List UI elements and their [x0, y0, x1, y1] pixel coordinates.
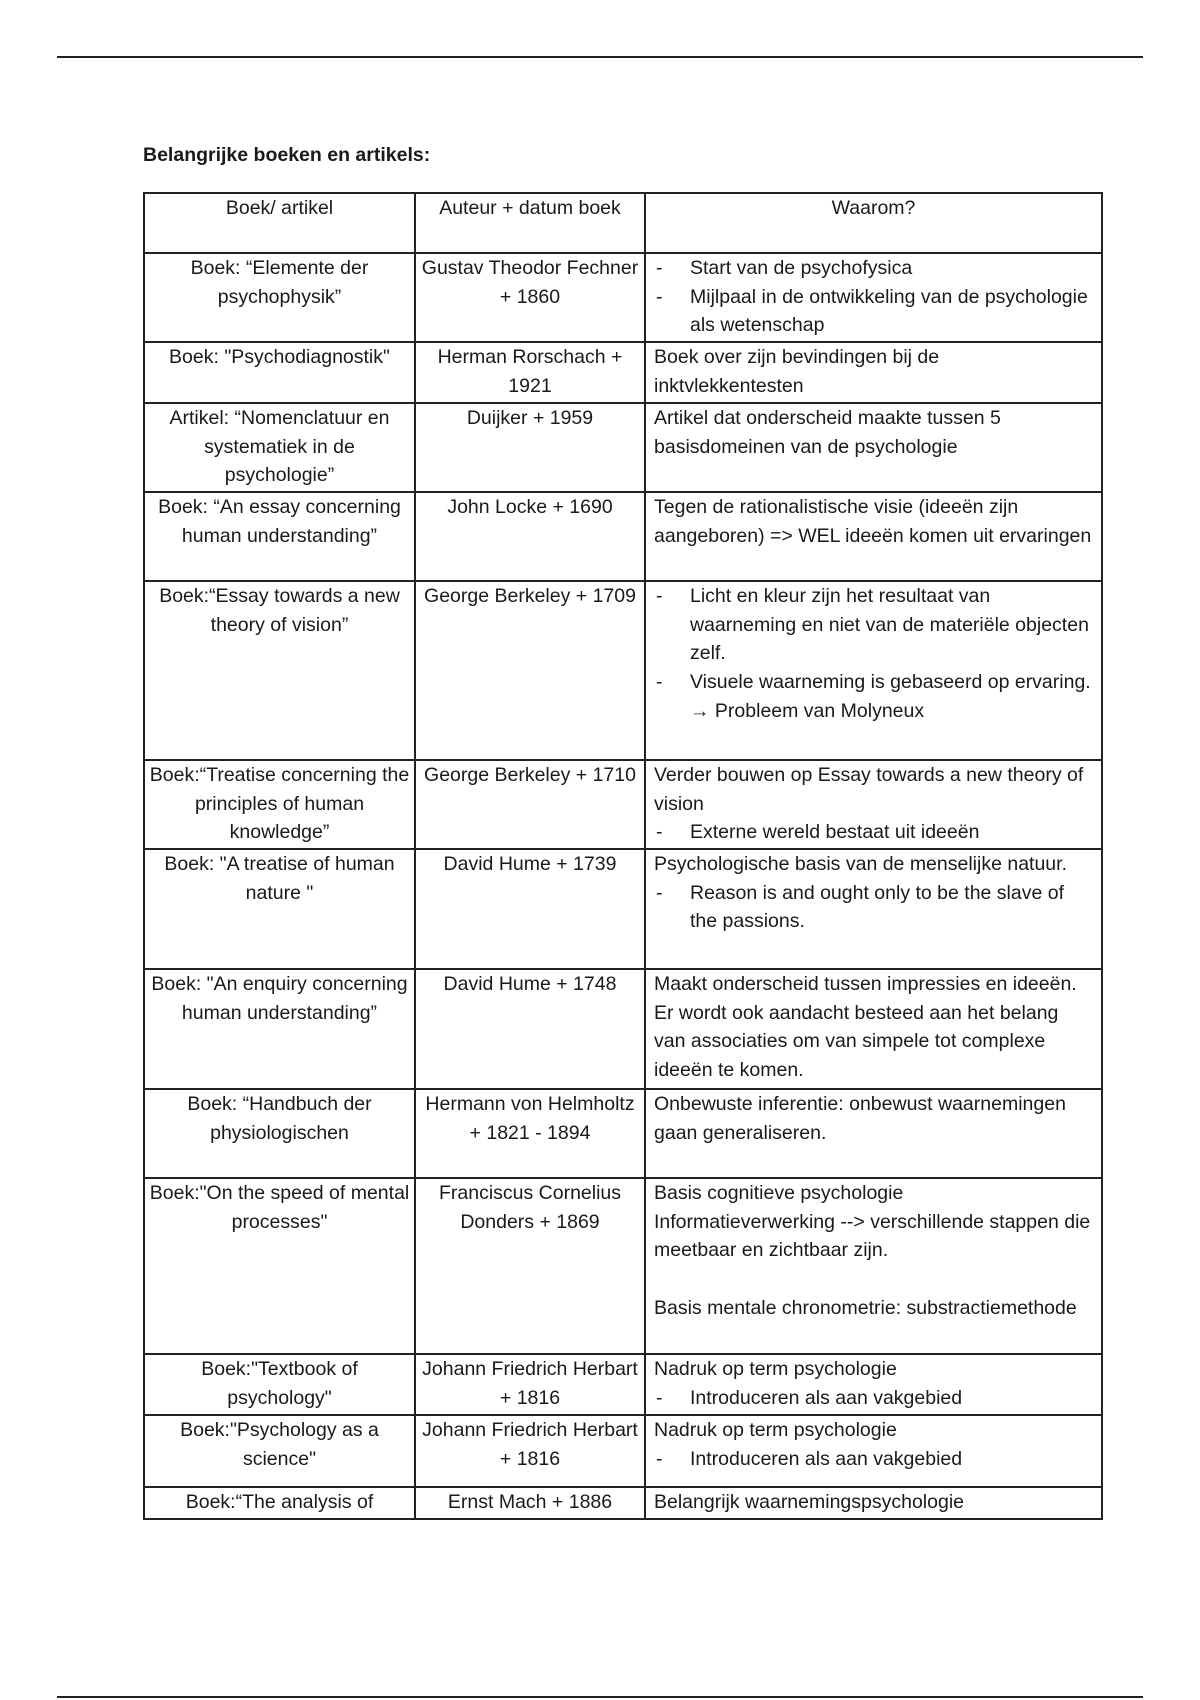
- header-why: Waarom?: [645, 193, 1102, 253]
- paragraph: Informatieverwerking --> verschillende stappen die meetbaar en zichtbaar zijn.: [654, 1210, 1091, 1262]
- paragraph: Basis mentale chronometrie: substractiemethode: [654, 1296, 1077, 1319]
- cell-work: Boek:“Essay towards a new theory of vision”: [144, 581, 415, 760]
- cell-author: Ernst Mach + 1886: [415, 1487, 645, 1519]
- cell-why: [645, 403, 1102, 492]
- cell-author: Johann Friedrich Herbart + 1816: [415, 1354, 645, 1415]
- cell-work: Boek: "An enquiry concerning human understanding”: [144, 969, 415, 1089]
- table-row: [144, 403, 1102, 492]
- cell-work: Boek:“Treatise concerning the principles of human knowledge”: [144, 760, 415, 849]
- cell-author: Duijker + 1959: [415, 403, 645, 492]
- cell-why: [645, 253, 1102, 342]
- cell-why: [645, 1089, 1102, 1178]
- table-row: [144, 253, 1102, 342]
- cell-author: George Berkeley + 1709: [415, 581, 645, 760]
- table-header-row: [144, 193, 1102, 253]
- cell-why: [645, 342, 1102, 403]
- table-row: [144, 492, 1102, 581]
- cell-work: Boek: "Psychodiagnostik": [144, 342, 415, 403]
- table-row: [144, 1415, 1102, 1487]
- arrow-item: → Probleem van Molyneux: [690, 699, 925, 722]
- footer-rule: [57, 1696, 1143, 1698]
- cell-work: Boek:"Psychology as a science": [144, 1415, 415, 1487]
- cell-work: Boek:“The analysis of: [144, 1487, 415, 1519]
- cell-author: Franciscus Cornelius Donders + 1869: [415, 1178, 645, 1354]
- cell-why: [645, 492, 1102, 581]
- table-row: [144, 1487, 1102, 1519]
- cell-author: Hermann von Helmholtz + 1821 - 1894: [415, 1089, 645, 1178]
- cell-author: Herman Rorschach + 1921: [415, 342, 645, 403]
- paragraph: Artikel dat onderscheid maakte tussen 5 basisdomeinen van de psychologie: [654, 407, 1001, 458]
- bullet-item: - Visuele waarneming is gebaseerd op ervaring.: [654, 668, 1093, 697]
- cell-work: Boek: “Handbuch der physiologischen: [144, 1089, 415, 1178]
- header-rule: [57, 56, 1143, 58]
- blank-line: [654, 1265, 1093, 1294]
- cell-author: David Hume + 1739: [415, 849, 645, 969]
- paragraph: Tegen de rationalistische visie (ideeën zijn aangeboren) => WEL ideeën komen uit ervaringen: [654, 496, 1092, 547]
- cell-why: [645, 1487, 1102, 1519]
- cell-why: [645, 969, 1102, 1089]
- books-table: [143, 192, 1103, 1520]
- cell-author: David Hume + 1748: [415, 969, 645, 1089]
- table-row: [144, 1178, 1102, 1354]
- table-row: [144, 1089, 1102, 1178]
- paragraph: Basis cognitieve psychologie: [654, 1182, 904, 1204]
- cell-work: Artikel: “Nomenclatuur en systematiek in de psychologie”: [144, 403, 415, 492]
- header-work: Boek/ artikel: [144, 193, 415, 253]
- cell-work: Boek: “Elemente der psychophysik”: [144, 253, 415, 342]
- cell-why: [645, 1415, 1102, 1487]
- bullet-item: - Reason is and ought only to be the slave of the passions.: [654, 879, 1093, 936]
- paragraph: Belangrijk waarnemingspsychologie: [654, 1491, 965, 1513]
- cell-why: [645, 849, 1102, 969]
- table-row: [144, 1354, 1102, 1415]
- cell-author: Johann Friedrich Herbart + 1816: [415, 1415, 645, 1487]
- bullet-item: - Licht en kleur zijn het resultaat van waarneming en niet van de materiële objecten zelf.: [654, 582, 1093, 668]
- cell-author: John Locke + 1690: [415, 492, 645, 581]
- table-row: [144, 342, 1102, 403]
- table-row: [144, 760, 1102, 849]
- paragraph: Nadruk op term psychologie: [654, 1419, 897, 1441]
- cell-work: Boek:"Textbook of psychology": [144, 1354, 415, 1415]
- cell-author: Gustav Theodor Fechner + 1860: [415, 253, 645, 342]
- table-row: [144, 581, 1102, 760]
- paragraph: Boek over zijn bevindingen bij de inktvlekkentesten: [654, 346, 940, 397]
- paragraph: Verder bouwen op Essay towards a new theory of vision: [654, 764, 1084, 815]
- bullet-item: - Introduceren als aan vakgebied: [654, 1445, 1093, 1474]
- paragraph: Nadruk op term psychologie: [654, 1358, 897, 1380]
- bullet-item: - Mijlpaal in de ontwikkeling van de psychologie als wetenschap: [654, 283, 1093, 340]
- cell-why: [645, 1178, 1102, 1354]
- cell-why: [645, 1354, 1102, 1415]
- header-author: Auteur + datum boek: [415, 193, 645, 253]
- paragraph: Onbewuste inferentie: onbewust waarnemingen gaan generaliseren.: [654, 1093, 1066, 1144]
- paragraph: Psychologische basis van de menselijke natuur.: [654, 853, 1067, 875]
- bullet-item: - Externe wereld bestaat uit ideeën: [654, 818, 1093, 847]
- table-row: [144, 969, 1102, 1089]
- bullet-item: - Start van de psychofysica: [654, 254, 1093, 283]
- cell-author: George Berkeley + 1710: [415, 760, 645, 849]
- cell-why: [645, 760, 1102, 849]
- table-row: [144, 849, 1102, 969]
- paragraph: Maakt onderscheid tussen impressies en ideeën. Er wordt ook aandacht besteed aan het belang van associaties om van simpele tot complexe ideeën te komen.: [654, 973, 1077, 1082]
- cell-why: [645, 581, 1102, 760]
- page-title: Belangrijke boeken en artikels:: [143, 144, 431, 166]
- cell-work: Boek: "A treatise of human nature ": [144, 849, 415, 969]
- cell-work: Boek: “An essay concerning human understanding”: [144, 492, 415, 581]
- bullet-item: - Introduceren als aan vakgebied: [654, 1384, 1093, 1413]
- cell-work: Boek:"On the speed of mental processes": [144, 1178, 415, 1354]
